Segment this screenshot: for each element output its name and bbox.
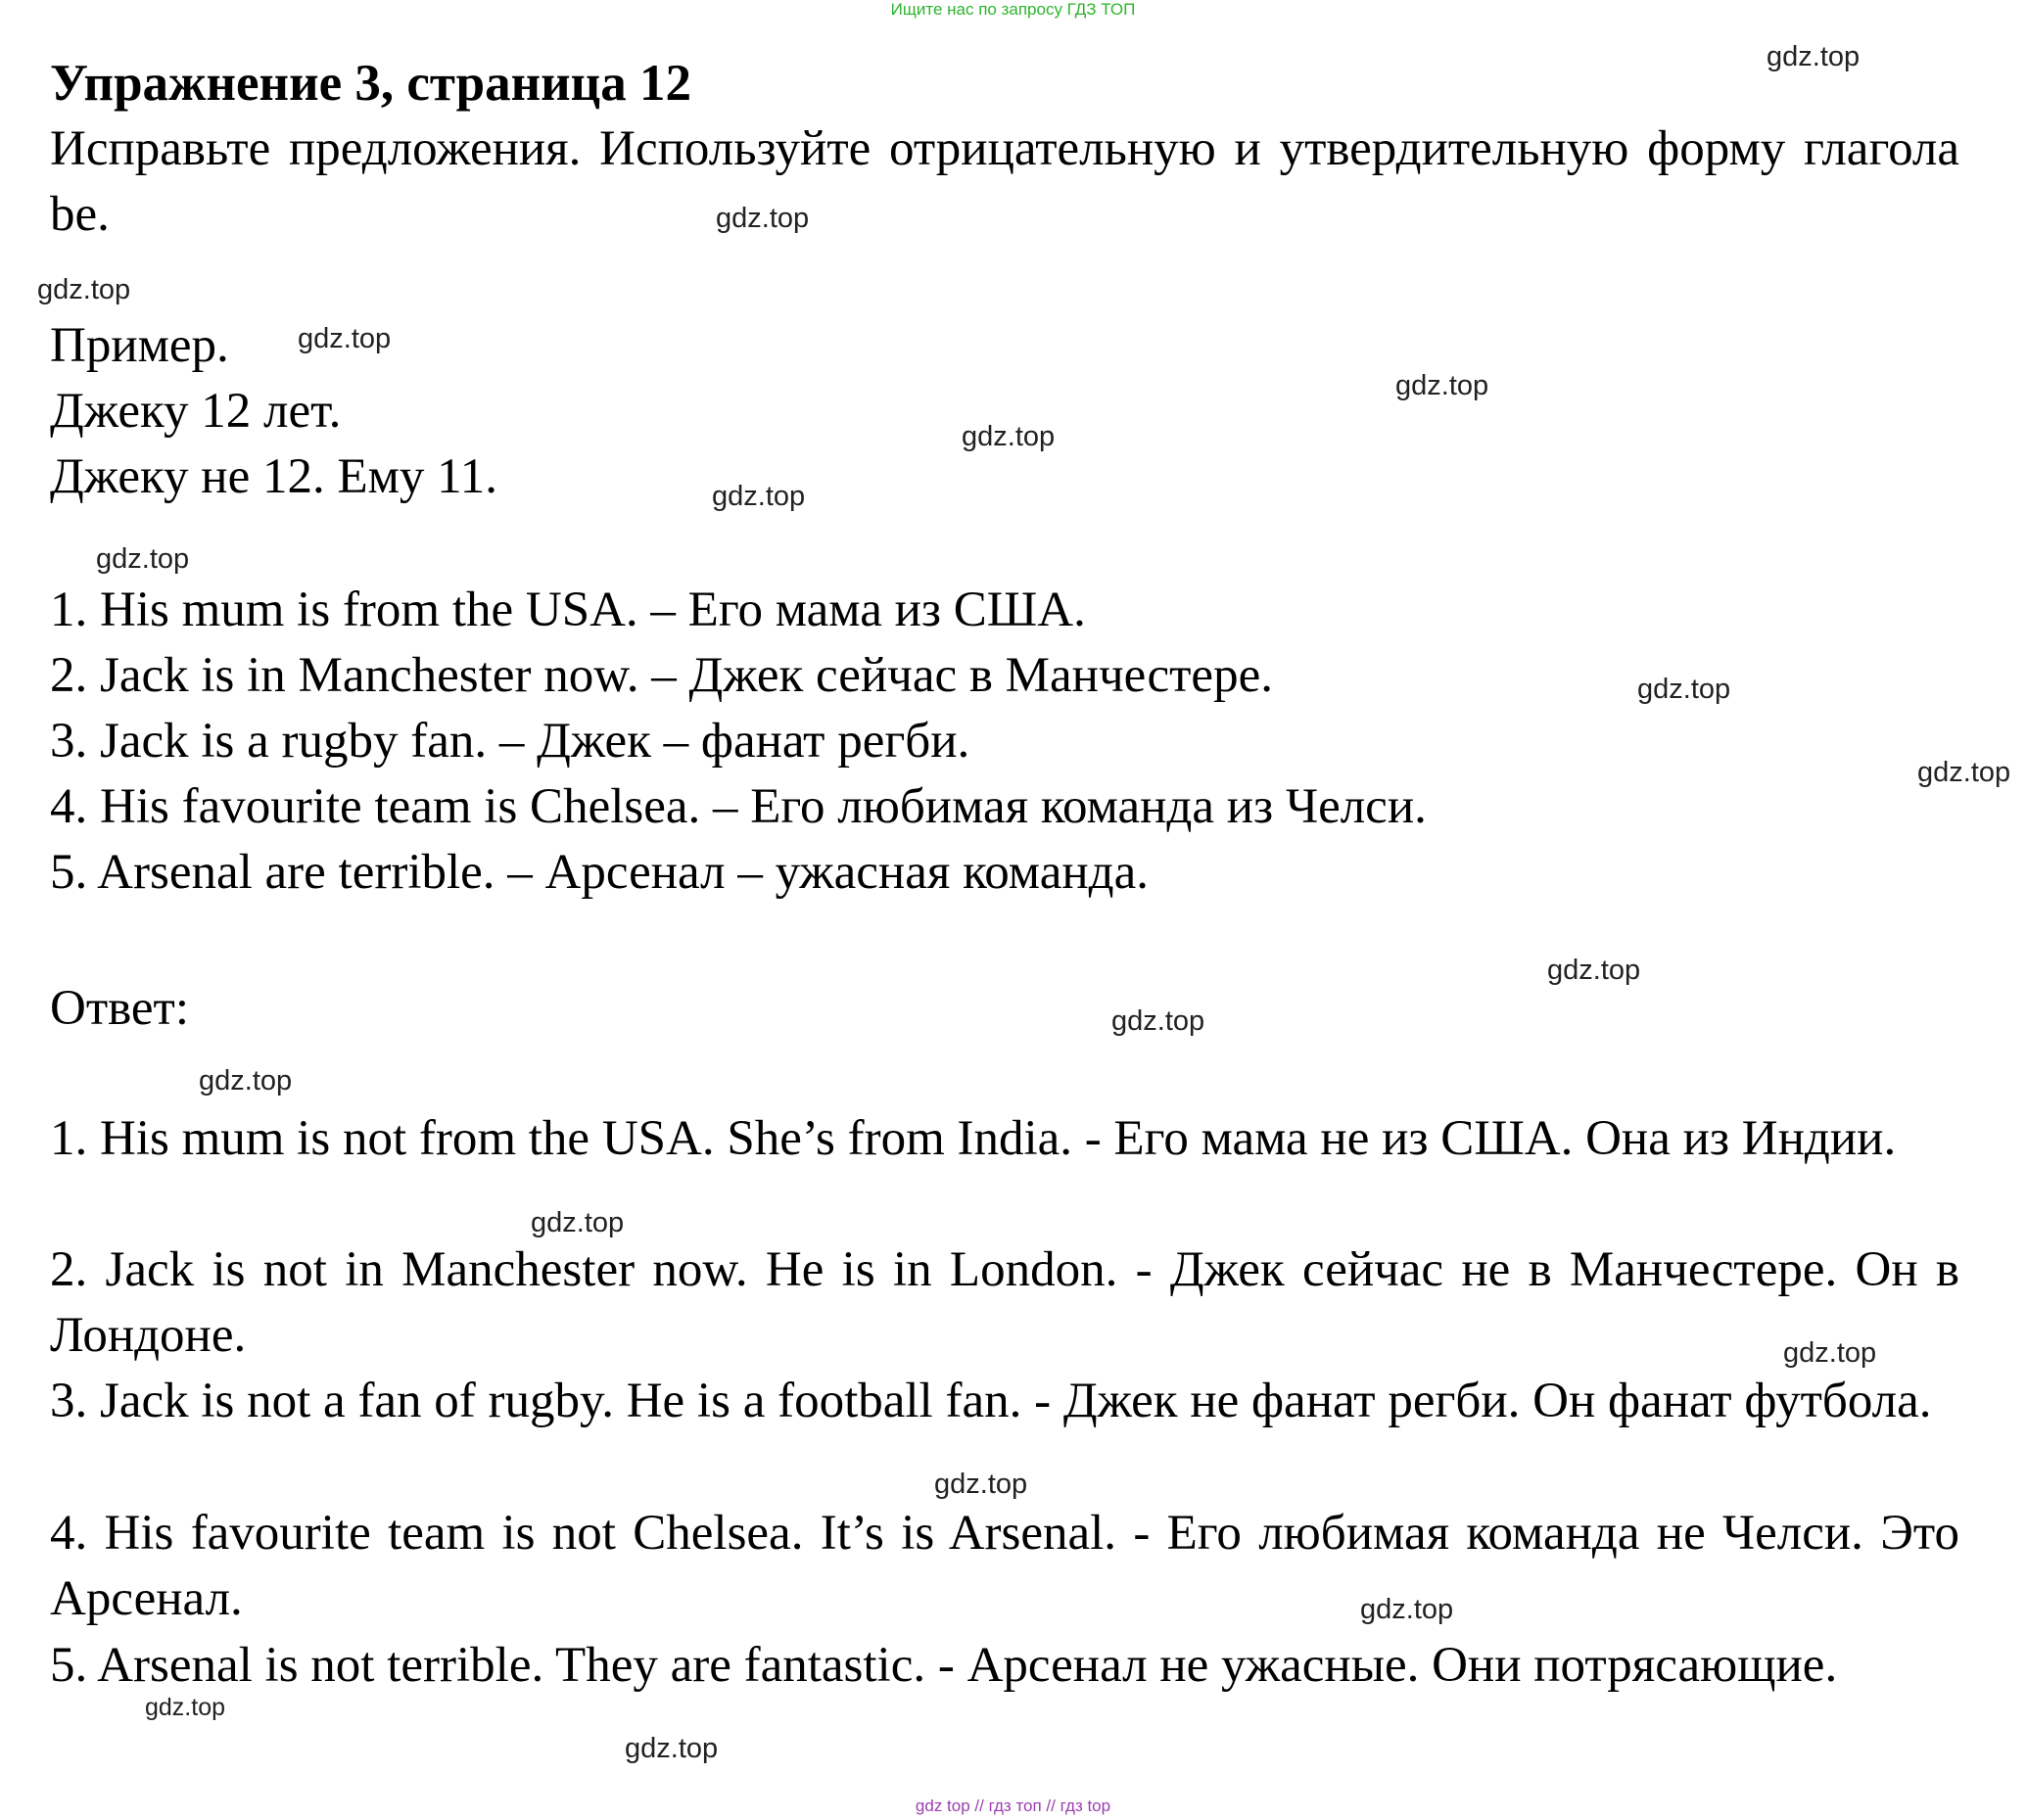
watermark: gdz.top xyxy=(1111,1005,1205,1037)
top-banner: Ищите нас по запросу ГДЗ ТОП xyxy=(890,0,1136,19)
watermark: gdz.top xyxy=(1767,41,1861,72)
bottom-banner: gdz top // гдз топ // гдз top xyxy=(915,1797,1111,1815)
statement-item: 1. His mum is from the USA. – Его мама из США. xyxy=(50,583,1086,637)
statement-item: 4. His favourite team is Chelsea. – Его любимая команда из Челси. xyxy=(50,779,1427,834)
watermark: gdz.top xyxy=(962,421,1056,452)
watermark: gdz.top xyxy=(1360,1594,1454,1625)
answer-item: 3. Jack is not a fan of rugby. He is a football fan. - Джек не фанат регби. Он фанат футбола. xyxy=(50,1374,1932,1428)
statement-item: 2. Jack is in Manchester now. – Джек сейчас в Манчестере. xyxy=(50,648,1273,703)
answer-item: 2. Jack is not in Manchester now. He is in London. - Джек сейчас не в Манчестере. Он в Лондоне. xyxy=(50,1242,1959,1363)
watermark: gdz.top xyxy=(96,543,190,575)
watermark: gdz.top xyxy=(716,203,810,234)
watermark: gdz.top xyxy=(1547,955,1641,986)
answer-item: 4. His favourite team is not Chelsea. It’s is Arsenal. - Его любимая команда не Челси. Это Арсенал. xyxy=(50,1506,1959,1626)
example-label: Пример. xyxy=(50,318,229,373)
statement-item: 3. Jack is a rugby fan. – Джек – фанат регби. xyxy=(50,714,970,769)
watermark: gdz.top xyxy=(37,274,131,305)
watermark: gdz.top xyxy=(145,1694,226,1721)
watermark: gdz.top xyxy=(1395,370,1489,401)
watermark: gdz.top xyxy=(934,1469,1028,1500)
answer-label: Ответ: xyxy=(50,981,189,1036)
watermark: gdz.top xyxy=(1637,674,1731,705)
watermark: gdz.top xyxy=(625,1733,719,1764)
watermark: gdz.top xyxy=(1783,1337,1877,1369)
watermark: gdz.top xyxy=(1917,757,2011,788)
watermark: gdz.top xyxy=(712,481,806,512)
statement-item: 5. Arsenal are terrible. – Арсенал – ужасная команда. xyxy=(50,845,1149,900)
watermark: gdz.top xyxy=(199,1065,293,1097)
watermark: gdz.top xyxy=(298,323,392,354)
example-line: Джеку не 12. Ему 11. xyxy=(50,449,498,504)
answer-item: 1. His mum is not from the USA. She’s from India. - Его мама не из США. Она из Индии. xyxy=(50,1111,1897,1166)
watermark: gdz.top xyxy=(531,1207,625,1238)
exercise-instruction: Исправьте предложения. Используйте отрицательную и утвердительную форму глагола be. xyxy=(50,121,1959,242)
example-line: Джеку 12 лет. xyxy=(50,384,342,439)
exercise-title: Упражнение 3, страница 12 xyxy=(50,55,691,112)
answer-item: 5. Arsenal is not terrible. They are fantastic. - Арсенал не ужасные. Они потрясающие. xyxy=(50,1638,1838,1693)
